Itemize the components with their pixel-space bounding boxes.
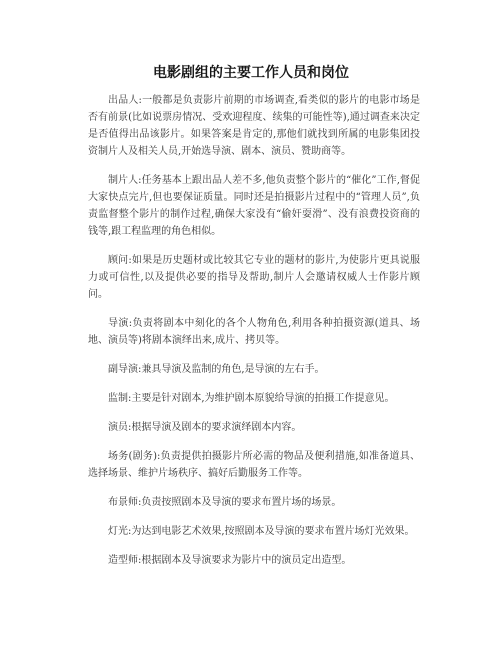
- paragraph-producer-executive: 出品人:一般都是负责影片前期的市场调查,看类似的影片的电影市场是否有前景(比如说票房情况、受欢迎程度、续集的可能性等),通过调查来决定是否值得出品该影片。如果答案是肯定的,那他们就找到所属的电影集团投资制片人及相关人员,开始选导演、剧本、演员、赞助商等。: [88, 95, 420, 157]
- paragraph-director: 导演:负责将剧本中刻化的各个人物角色,利用各种拍摄资源(道具、场地、演员等)将剧本演绎出来,成片、拷贝等。: [88, 318, 420, 346]
- document-title: 电影剧组的主要工作人员和岗位: [153, 65, 349, 81]
- paragraph-lighting: 灯光:为达到电影艺术效果,按照剧本及导演的要求布置片场灯光效果。: [108, 526, 415, 537]
- paragraph-assistant-director: 副导演:兼具导演及监制的角色,是导演的左右手。: [108, 364, 325, 375]
- paragraph-set-designer: 布景师:负责按照剧本及导演的要求布置片场的场景。: [108, 497, 342, 508]
- paragraph-producer: 制片人:任务基本上跟出品人差不多,他负责整个影片的“催化”工作,督促大家快点完片,但也要保证质量。同时还是拍摄影片过程中的“管理人员”,负责监督整个影片的制作过程,确保大家没有“偷奸耍滑”、没有浪费投资商的钱等,跟工程监理的角色相似。: [88, 175, 420, 237]
- paragraph-actor: 演员:根据导演及剧本的要求演绎剧本内容。: [108, 422, 302, 433]
- paragraph-consultant: 顾问:如果是历史题材或比较其它专业的题材的影片,为使影片更具说服力或可信性,以及提供必要的指导及帮助,制片人会邀请权威人士作影片顾问。: [88, 255, 420, 300]
- paragraph-stylist: 造型师:根据剧本及导演要求为影片中的演员定出造型。: [108, 555, 352, 566]
- paragraph-production-assistant: 场务(剧务):负责提供拍摄影片所必需的物品及便利措施,如准备道具、选择场景、维护片场秩序、搞好后勤服务工作等。: [88, 451, 420, 479]
- document-body: [88, 92, 420, 581]
- paragraph-supervisor: 监制:主要是针对剧本,为维护剧本原貌给导演的拍摄工作提意见。: [108, 393, 395, 404]
